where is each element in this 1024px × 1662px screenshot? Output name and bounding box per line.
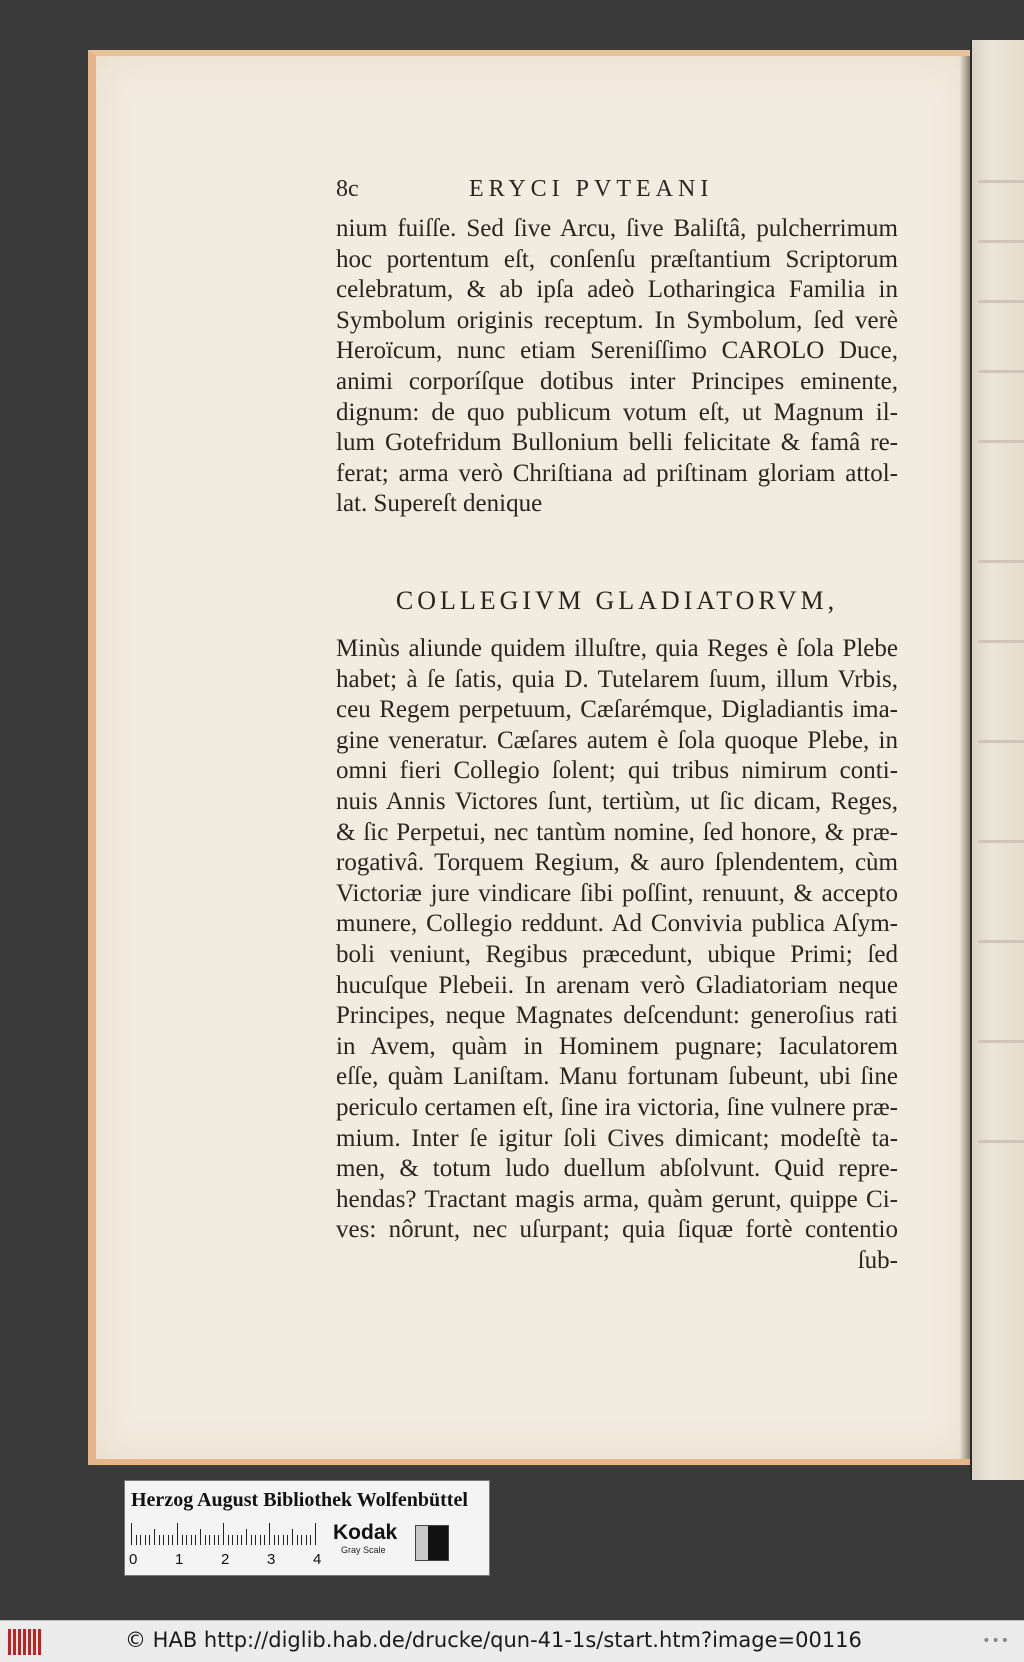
text-line: celebratum, & ab ipſa adeò Lotharingica Familia in — [336, 276, 898, 304]
ruler-tick — [246, 1529, 247, 1545]
page-gutter — [960, 56, 970, 1459]
ruler-tick — [154, 1529, 155, 1545]
text-line: & ſic Perpetui, nec tantùm nomine, ſed honore, & præ- — [336, 818, 898, 846]
ruler-ticks — [131, 1523, 313, 1545]
text-line: gine veneratur. Cæſares autem è ſola quoque Plebe, in — [336, 726, 898, 754]
ruler-tick — [232, 1535, 233, 1545]
ruler-tick — [306, 1535, 307, 1545]
text-line: rogativâ. Torquem Regium, & auro ſplendentem, cùm — [336, 849, 898, 877]
ruler-tick — [255, 1535, 256, 1545]
ruler-number: 4 — [313, 1551, 322, 1568]
ruler-tick — [205, 1535, 206, 1545]
ruler-number: 2 — [221, 1551, 230, 1568]
ruler-tick — [228, 1535, 229, 1545]
text-line: Principes, neque Magnates deſcendunt: generoſius rati — [336, 1002, 898, 1030]
ruler-tick — [269, 1523, 270, 1545]
ruler-tick — [182, 1535, 183, 1545]
text-line: ferat; arma verò Chriſtiana ad priſtinam gloriam attol- — [336, 459, 898, 487]
ruler-tick — [264, 1535, 265, 1545]
ruler-tick — [177, 1523, 178, 1545]
ruler-tick — [149, 1535, 150, 1545]
text-line: munere, Collegio reddunt. Ad Convivia publica Aſym- — [336, 910, 898, 938]
text-line: omni fieri Collegio ſolent; qui tribus nimirum conti- — [336, 757, 898, 785]
ruler-tick — [283, 1535, 284, 1545]
page-number: 8c — [336, 176, 359, 202]
text-line: Victoriæ jure vindicare ſibi poſſint, renuunt, & accepto — [336, 879, 898, 907]
text-line: lat. Supereſt denique — [336, 490, 543, 518]
ruler-tick — [287, 1535, 288, 1545]
ruler-tick — [186, 1535, 187, 1545]
ruler-tick — [301, 1535, 302, 1545]
text-line: men, & totum ludo duellum abſolvunt. Quid repre- — [336, 1155, 898, 1183]
text-line: eſſe, quàm Laniſtam. Manu fortunam ſubeunt, ubi ſine — [336, 1063, 898, 1091]
ruler-tick — [131, 1523, 132, 1545]
ruler-number: 3 — [267, 1551, 276, 1568]
text-line: hoc portentum eſt, conſenſu præſtantium Scriptorum — [336, 245, 898, 273]
ruler-tick — [168, 1535, 169, 1545]
text-line: mium. Inter ſe igitur ſoli Cives dimicant; modeſtè ta- — [336, 1124, 898, 1152]
ruler-tick — [145, 1535, 146, 1545]
ruler-tick — [278, 1535, 279, 1545]
ruler-tick — [200, 1529, 201, 1545]
paragraph-1 — [336, 214, 898, 520]
ruler-tick — [223, 1523, 224, 1545]
library-name: Herzog August Bibliothek Wolfenbüttel — [131, 1489, 468, 1511]
facing-page-edge — [970, 40, 1024, 1480]
ruler-tick — [136, 1535, 137, 1545]
more-icon[interactable]: ••• — [982, 1633, 1010, 1649]
paragraph-2 — [336, 634, 898, 1276]
text-line: hucuſque Plebeii. In arenam verò Gladiatoriam neque — [336, 971, 898, 999]
text-line: Heroïcum, nunc etiam Sereniſſimo CAROLO Duce, — [336, 337, 898, 365]
ruler-tick — [315, 1523, 316, 1545]
ruler-tick — [163, 1535, 164, 1545]
ruler-tick — [241, 1535, 242, 1545]
ruler-tick — [140, 1535, 141, 1545]
running-title: ERYCI PVTEANI — [469, 176, 714, 202]
text-line: Minùs aliunde quidem illuſtre, quia Reges è ſola Plebe — [336, 635, 898, 662]
ruler-tick — [251, 1535, 252, 1545]
ruler-tick — [292, 1529, 293, 1545]
ruler-tick — [237, 1535, 238, 1545]
text-line: boli veniunt, Regibus præcedunt, ubique Primi; ſed — [336, 940, 898, 968]
footer-bar — [0, 1620, 1024, 1662]
book-page — [88, 50, 970, 1465]
section-heading: COLLEGIVM GLADIATORVM, — [395, 586, 839, 615]
hab-logo-icon — [8, 1629, 44, 1655]
catchword: ſub- — [857, 1246, 898, 1274]
ruler-tick — [310, 1535, 311, 1545]
citation-link[interactable]: © HAB http://diglib.hab.de/drucke/qun-41-1s/start.htm?image=00116 — [125, 1628, 862, 1652]
text-line: Symbolum originis receptum. In Symbolum, ſed verè — [336, 306, 898, 334]
kodak-subtitle: Gray Scale — [341, 1545, 386, 1555]
ruler-tick — [274, 1535, 275, 1545]
text-line: animi corporíſque dotibus inter Principes eminente, — [336, 367, 898, 395]
text-line: dignum: de quo publicum votum eſt, ut Magnum il- — [336, 398, 898, 426]
ruler-tick — [191, 1535, 192, 1545]
text-line: hendas? Tractant magis arma, quàm gerunt, quippe Ci- — [336, 1185, 898, 1213]
text-line: ves: nôrunt, nec uſurpant; quia ſiquæ fortè contentio — [336, 1216, 898, 1244]
text-line: in Avem, quàm in Hominem pugnare; Iaculatorem — [336, 1032, 898, 1060]
ruler-tick — [172, 1535, 173, 1545]
color-scale-card — [124, 1480, 490, 1576]
ruler-number: 1 — [175, 1551, 184, 1568]
kodak-brand: Kodak — [333, 1521, 398, 1544]
ruler-tick — [159, 1535, 160, 1545]
ruler-tick — [218, 1535, 219, 1545]
ruler-tick — [195, 1535, 196, 1545]
ruler-number: 0 — [129, 1551, 138, 1568]
ruler-tick — [260, 1535, 261, 1545]
text-line: periculo certamen eſt, ſine ira victoria, ſine vulnere præ- — [336, 1093, 898, 1121]
ruler-tick — [209, 1535, 210, 1545]
text-line: nuis Annis Victores ſunt, tertiùm, ut ſic dicam, Reges, — [336, 787, 898, 815]
text-line: habet; à ſe ſatis, quia D. Tutelarem ſuum, illum Vrbis, — [336, 665, 898, 693]
ruler-tick — [214, 1535, 215, 1545]
ruler-tick — [297, 1535, 298, 1545]
text-line: lum Gotefridum Bullonium belli felicitate & famâ re- — [336, 429, 898, 457]
text-line: nium fuiſſe. Sed ſive Arcu, ſive Baliſtâ, pulcherrimum — [336, 215, 898, 242]
text-line: ceu Regem perpetuum, Cæſarémque, Digladiantis ima- — [336, 696, 898, 724]
gray-swatch — [415, 1525, 449, 1561]
